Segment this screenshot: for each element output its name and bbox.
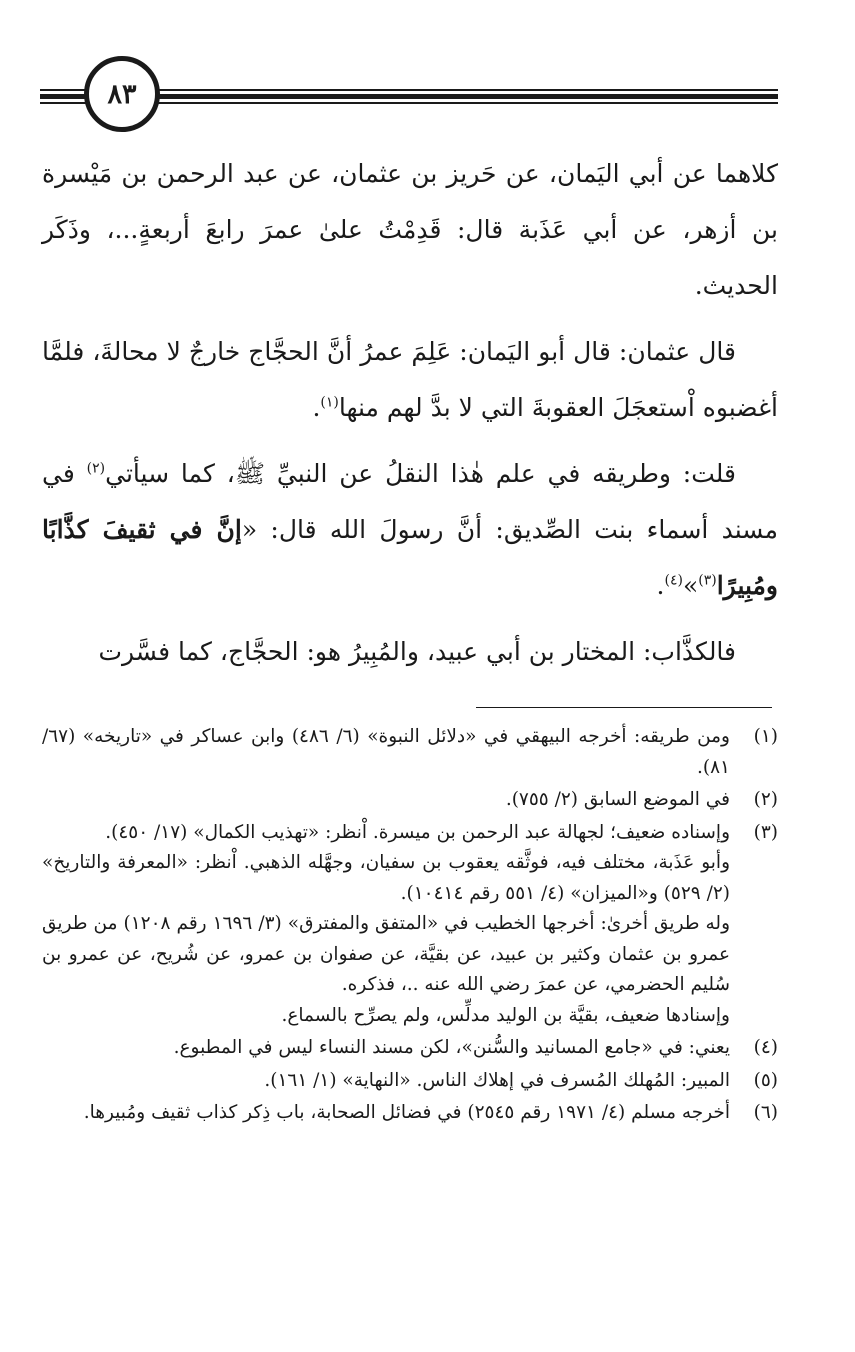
paragraph-text: قال عثمان: قال أبو اليَمان: عَلِمَ عمرُ أنَّ الحجَّاج خارجٌ لا محالةَ، فلمَّا أغضبوه اْستعجَلَ العقوبةَ التي لا بدَّ لهم منها <box>42 337 778 422</box>
footnote-number: (٥) <box>753 1069 778 1091</box>
footnote-number: (٢) <box>753 789 778 810</box>
footnote-text: وله طريق أخرىٰ: أخرجها الخطيب في «المتفق والمفترق» (٣/ ١٦٩٦ رقم ١٢٠٨) من طريق عمرو بن عثمان وكثير بن عبيد، عن بقيَّة، عن صفوان بن عمرو، عن شُريح، عن عمرو بن سُليم الحضرمي، عن عمرَ رضي الله عنه ..، فذكره. <box>42 913 730 995</box>
hadith-quote: إنَّ في ثقيفَ كذَّابًا ومُبِيرًا <box>42 515 778 600</box>
footnote <box>42 1066 778 1097</box>
paragraph: قلت: وطريقه في علم هٰذا النقلُ عن النبيِّ ﷺ، كما سيأتي$^{(٢)}$ في مسند أسماء بنت الصِّديق: أنَّ رسولَ الله قال: «إنَّ في ثقيفَ كذَّابًا ومُبِيرًا$^{(٣)}$»$^{(٤)}$. <box>42 459 778 600</box>
footnote-text: وأبو عَذَبة، مختلف فيه، فوثَّقه يعقوب بن سفيان، وجهَّله الذهبي. اْنظر: «المعرفة والتاريخ» (٢/ ٥٢٩) و«الميزان» (٤/ ٥٥١ رقم ١٠٤١٤). <box>42 852 730 904</box>
footnote-ref[interactable]: (٣) <box>698 572 717 589</box>
footnote-number: (٤) <box>753 1037 778 1058</box>
footnote-text: ومن طريقه: أخرجه البيهقي في «دلائل النبوة» (٦/ ٤٨٦) وابن عساكر في «تاريخه» (٦٧/ ٨١). <box>42 726 730 778</box>
footnote-text: المبير: المُهلك المُسرف في إهلاك الناس. «النهاية» (١/ ١٦١). <box>264 1069 730 1091</box>
footnote-text: يعني: في «جامع المسانيد والسُّنن»، لكن مسند النساء ليس في المطبوع. <box>173 1037 730 1058</box>
footnote <box>42 1033 778 1064</box>
footnote-ref[interactable]: (٢) <box>86 460 106 477</box>
footnote <box>42 1098 778 1129</box>
paragraph: قال عثمان: قال أبو اليَمان: عَلِمَ عمرُ أنَّ الحجَّاج خارجٌ لا محالةَ، فلمَّا أغضبوه اْستعجَلَ العقوبةَ التي لا بدَّ لهم منها$^{(١)}$. <box>42 337 778 422</box>
footnotes <box>42 722 778 1131</box>
footnote <box>42 722 778 783</box>
footnote-number: (١) <box>753 726 778 747</box>
main-text <box>42 146 778 690</box>
footnote-number: (٦) <box>753 1102 778 1123</box>
paragraph-text: في مسند أسماء بنت الصِّديق: أنَّ رسولَ الله قال: « <box>42 459 778 544</box>
paragraph-text: قلت: وطريقه في علم هٰذا النقلُ عن النبيِّ ﷺ، كما سيأتي <box>105 459 736 488</box>
footnote-text: وإسنادها ضعيف، بقيَّة بن الوليد مدلِّس، ولم يصرِّح بالسماع. <box>281 1004 730 1026</box>
footnote-text: أخرجه مسلم (٤/ ١٩٧١ رقم ٢٥٤٥) في فضائل الصحابة، باب ذِكر كذاب ثقيف ومُبيرها. <box>83 1102 730 1123</box>
footnote <box>42 785 778 816</box>
footnote-number: (٣) <box>753 821 778 843</box>
footnote-separator <box>476 707 772 708</box>
page-number: ٨٣ <box>107 78 137 110</box>
footnote-ref[interactable]: (٤) <box>664 572 683 589</box>
footnote <box>42 818 778 1032</box>
quote-close: » <box>682 571 699 600</box>
page-number-badge <box>84 56 160 132</box>
footnote-ref[interactable]: (١) <box>320 394 339 411</box>
footnote-text: وإسناده ضعيف؛ لجهالة عبد الرحمن بن ميسرة. اْنظر: «تهذيب الكمال» (١٧/ ٤٥٠). <box>105 821 730 843</box>
page-header <box>40 52 778 132</box>
footnote-text: في الموضع السابق (٢/ ٧٥٥). <box>505 789 730 810</box>
paragraph: كلاهما عن أبي اليَمان، عن حَريز بن عثمان، عن عبد الرحمن بن مَيْسرة بن أزهر، عن أبي عَذَبة قال: قَدِمْتُ علىٰ عمرَ رابعَ أربعةٍ...، وذَكَر الحديث. <box>42 159 778 300</box>
paragraph: فالكذَّاب: المختار بن أبي عبيد، والمُبِيرُ هو: الحجَّاج، كما فسَّرت <box>98 637 736 666</box>
